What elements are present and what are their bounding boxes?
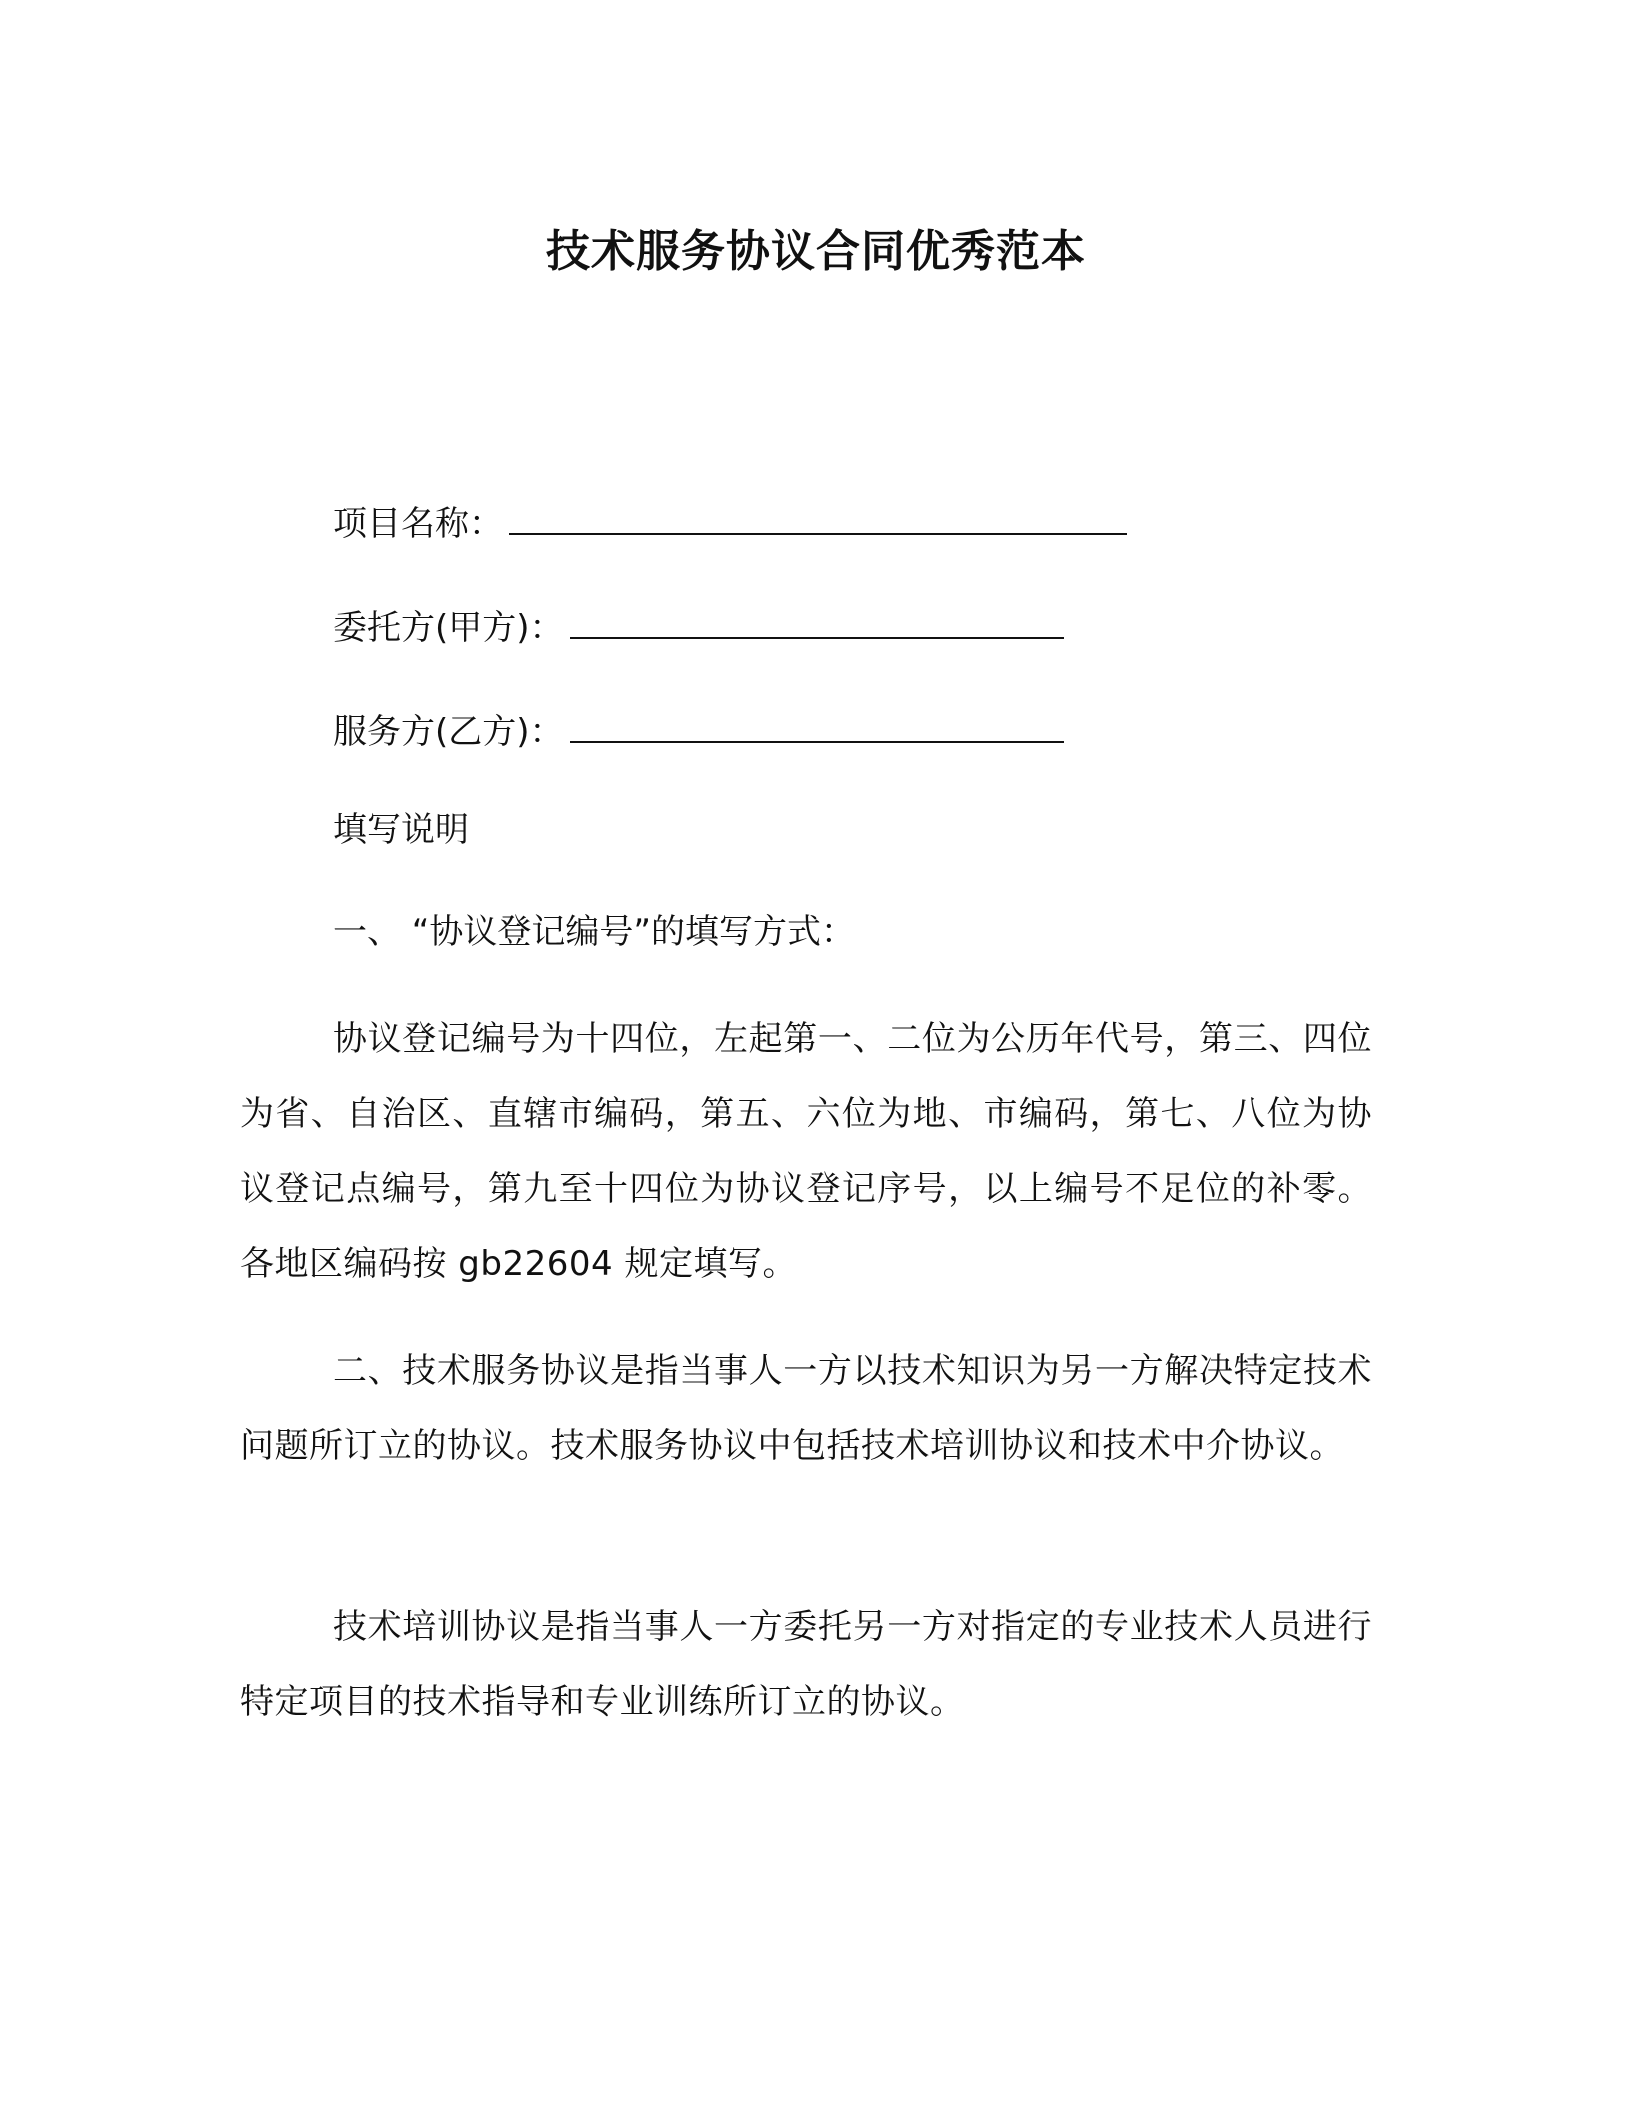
paragraph-service-agreement-definition: 二、技术服务协议是指当事人一方以技术知识为另一方解决特定技术问题所订立的协议。技术服务协议中包括技术培训协议和技术中介协议。 [240,1351,1372,1466]
project-name-label: 项目名称： [333,504,503,544]
service-party-blank[interactable] [570,711,1064,743]
service-party-field [333,708,1064,756]
service-party-label: 服务方(乙方)： [333,712,564,752]
project-name-field [333,500,1127,548]
client-party-blank[interactable] [570,607,1064,639]
instructions-heading: 填写说明 [333,810,469,850]
paragraph-registration-number: 协议登记编号为十四位，左起第一、二位为公历年代号，第三、四位为省、自治区、直辖市编码，第五、六位为地、市编码，第七、八位为协议登记点编号，第九至十四位为协议登记序号，以上编号不足位的补零。各地区编码按 gb22604 规定填写。 [240,1019,1372,1284]
section-1-heading: 一、 “协议登记编号”的填写方式： [333,912,856,952]
paragraph-training-agreement-definition: 技术培训协议是指当事人一方委托另一方对指定的专业技术人员进行特定项目的技术指导和专业训练所订立的协议。 [240,1607,1372,1722]
document-title: 技术服务协议合同优秀范本 [546,226,1086,277]
project-name-blank[interactable] [509,503,1127,535]
client-party-field [333,604,1064,652]
client-party-label: 委托方(甲方)： [333,608,564,648]
